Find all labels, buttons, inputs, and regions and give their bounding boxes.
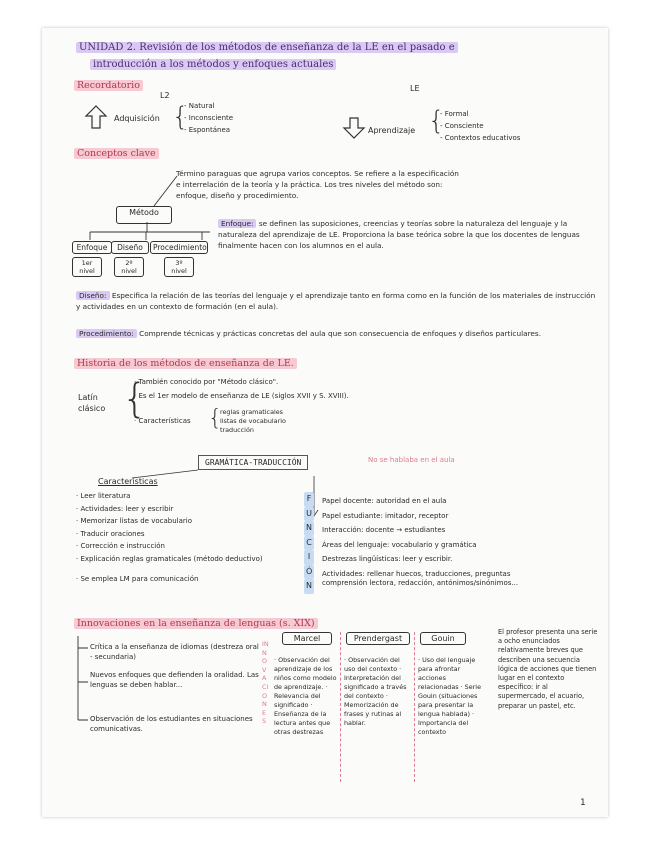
unit-title-line1: UNIDAD 2. Revisión de los métodos de enseñanza de la LE en el pasado e xyxy=(76,42,458,53)
gouin-note: El profesor presenta una serie a ocho enunciados relativamente breves que describen una secuencia lógica de acciones que tienen lugar en el contexto específico: ir al supermercado, el acuario, preparar un pastel, etc. xyxy=(498,628,598,710)
gramatica-traduccion-box: GRAMÁTICA-TRADUCCIÓN xyxy=(198,455,308,470)
up-arrow-icon xyxy=(84,104,108,130)
latin-item-2: · Es el 1er modelo de enseñanza de LE (siglos XVII y S. XVIII). xyxy=(134,392,349,400)
procedimiento-definition: Procedimiento: Comprende técnicas y prácticas concretas del aula que son consecuencia de enfoques y diseños particulares. xyxy=(76,328,596,339)
brace-adquisicion: { xyxy=(172,102,189,132)
conceptos-heading: Conceptos clave xyxy=(74,148,159,159)
procedimiento-term: Procedimiento: xyxy=(76,329,137,338)
nivel-1-box: 1er nivel xyxy=(72,257,102,277)
notes-page xyxy=(42,28,608,817)
prendergast-column: · Observación del uso del contexto · Interpretación del significado a través del contexto · Memorización de frases y rutinas al hablar. xyxy=(344,656,407,727)
gouin-column: · Uso del lenguaje para afrontar acciones relacionadas · Serie Gouin (situaciones para presentar la lengua hablada) · Importancia del contexto xyxy=(418,656,481,736)
diseno-definition: Diseño: Especifica la relación de las teorías del lenguaje y el aprendizaje tanto en forma como en la función de los materiales de instrucción y actividades en un contexto de formación (en el aula). xyxy=(76,291,596,311)
metodo-box: Método xyxy=(116,206,172,224)
marcel-column: · Observación del aprendizaje de los niños como modelo de aprendizaje. · Relevancia del significado · Enseñanza de la lectura antes que otras destrezas xyxy=(274,656,337,736)
latin-caract-label: · Características xyxy=(134,417,191,425)
funcion-vertical-label: F U N C I Ó N xyxy=(304,492,314,594)
metodo-definition: Término paraguas que agrupa varios conceptos. Se refiere a la especificación e interrelación de la teoría y la práctica. Los tres niveles del método son: enfoque, diseño y procedimiento. xyxy=(176,169,459,200)
adquisicion-list: - Natural - Inconsciente - Espontánea xyxy=(184,102,234,134)
innovaciones-vertical-label: INNOVACIONES xyxy=(262,640,269,726)
innov-left-2: Nuevos enfoques que defienden la oralidad. Las lenguas se deben hablar... xyxy=(90,671,259,689)
procedimiento-box: Procedimiento xyxy=(150,241,208,254)
column-divider-1 xyxy=(340,632,341,782)
latin-label: Latín clásico xyxy=(78,393,106,413)
adquisicion-label: Adquisición xyxy=(114,114,160,123)
innovaciones-bracket xyxy=(72,634,92,728)
latin-item-1: · También conocido por "Método clásico". xyxy=(134,378,279,386)
l2-label: L2 xyxy=(160,91,170,100)
nivel-2-box: 2º nivel xyxy=(114,257,144,277)
gouin-heading: Gouin xyxy=(420,632,466,645)
gt-characteristics-list: · Leer literatura · Actividades: leer y escribir · Memorizar listas de vocabulario · Traducir oraciones · Corrección e instrucción · Explicación reglas gramaticales (método deductivo) · Se emplea LM para comunicación xyxy=(76,492,263,583)
historia-heading: Historia de los métodos de enseñanza de LE. xyxy=(74,358,297,369)
innovaciones-heading: Innovaciones en la enseñanza de lenguas (s. XIX) xyxy=(74,618,318,629)
unit-title-line2: introducción a los métodos y enfoques actuales xyxy=(90,59,336,70)
brace-latin: { xyxy=(122,376,148,422)
caract-heading: Características xyxy=(98,477,158,486)
latin-caract-list: reglas gramaticales listas de vocabulario traducción xyxy=(220,408,286,434)
le-label: LE xyxy=(410,84,420,93)
innov-left-3: Observación de los estudiantes en situaciones comunicativas. xyxy=(90,715,253,733)
nivel-3-box: 3º nivel xyxy=(164,257,194,277)
enfoque-box: Enfoque xyxy=(72,241,112,254)
diseno-box: Diseño xyxy=(111,241,149,254)
innov-left-1: Crítica a la enseñanza de idiomas (destreza oral - secundaria) xyxy=(90,643,259,661)
funcion-list: Papel docente: autoridad en el aula Papel estudiante: imitador, receptor Interacción: docente → estudiantes Áreas del lenguaje: vocabulario y gramática Destrezas lingüísticas: leer y escribir. Actividades: rellenar huecos, traducciones, preguntas comprensión lectora, redacción, antónimos/sinónimos... xyxy=(322,497,519,587)
aprendizaje-list: - Formal - Consciente - Contextos educativos xyxy=(440,110,521,142)
recordatorio-heading: Recordatorio xyxy=(74,80,143,91)
down-arrow-icon xyxy=(342,116,366,140)
brace-caract: { xyxy=(208,406,222,431)
page-number: 1 xyxy=(580,798,586,808)
enfoque-definition: Enfoque: se definen las suposiciones, creencias y teorías sobre la naturaleza del lenguaje y la naturaleza del aprendizaje de LE. Proporciona la base teórica sobre la que los docentes de lenguas finalmente hacen con los alumnos en el aula. xyxy=(218,219,580,250)
brace-aprendizaje: { xyxy=(428,106,445,136)
diseno-term: Diseño: xyxy=(76,291,110,300)
prendergast-heading: Prendergast xyxy=(346,632,410,645)
marcel-heading: Marcel xyxy=(282,632,332,645)
no-hablaba-note: No se hablaba en el aula xyxy=(368,456,455,464)
column-divider-2 xyxy=(414,632,415,782)
aprendizaje-label: Aprendizaje xyxy=(368,126,416,135)
enfoque-term: Enfoque: xyxy=(218,219,256,228)
